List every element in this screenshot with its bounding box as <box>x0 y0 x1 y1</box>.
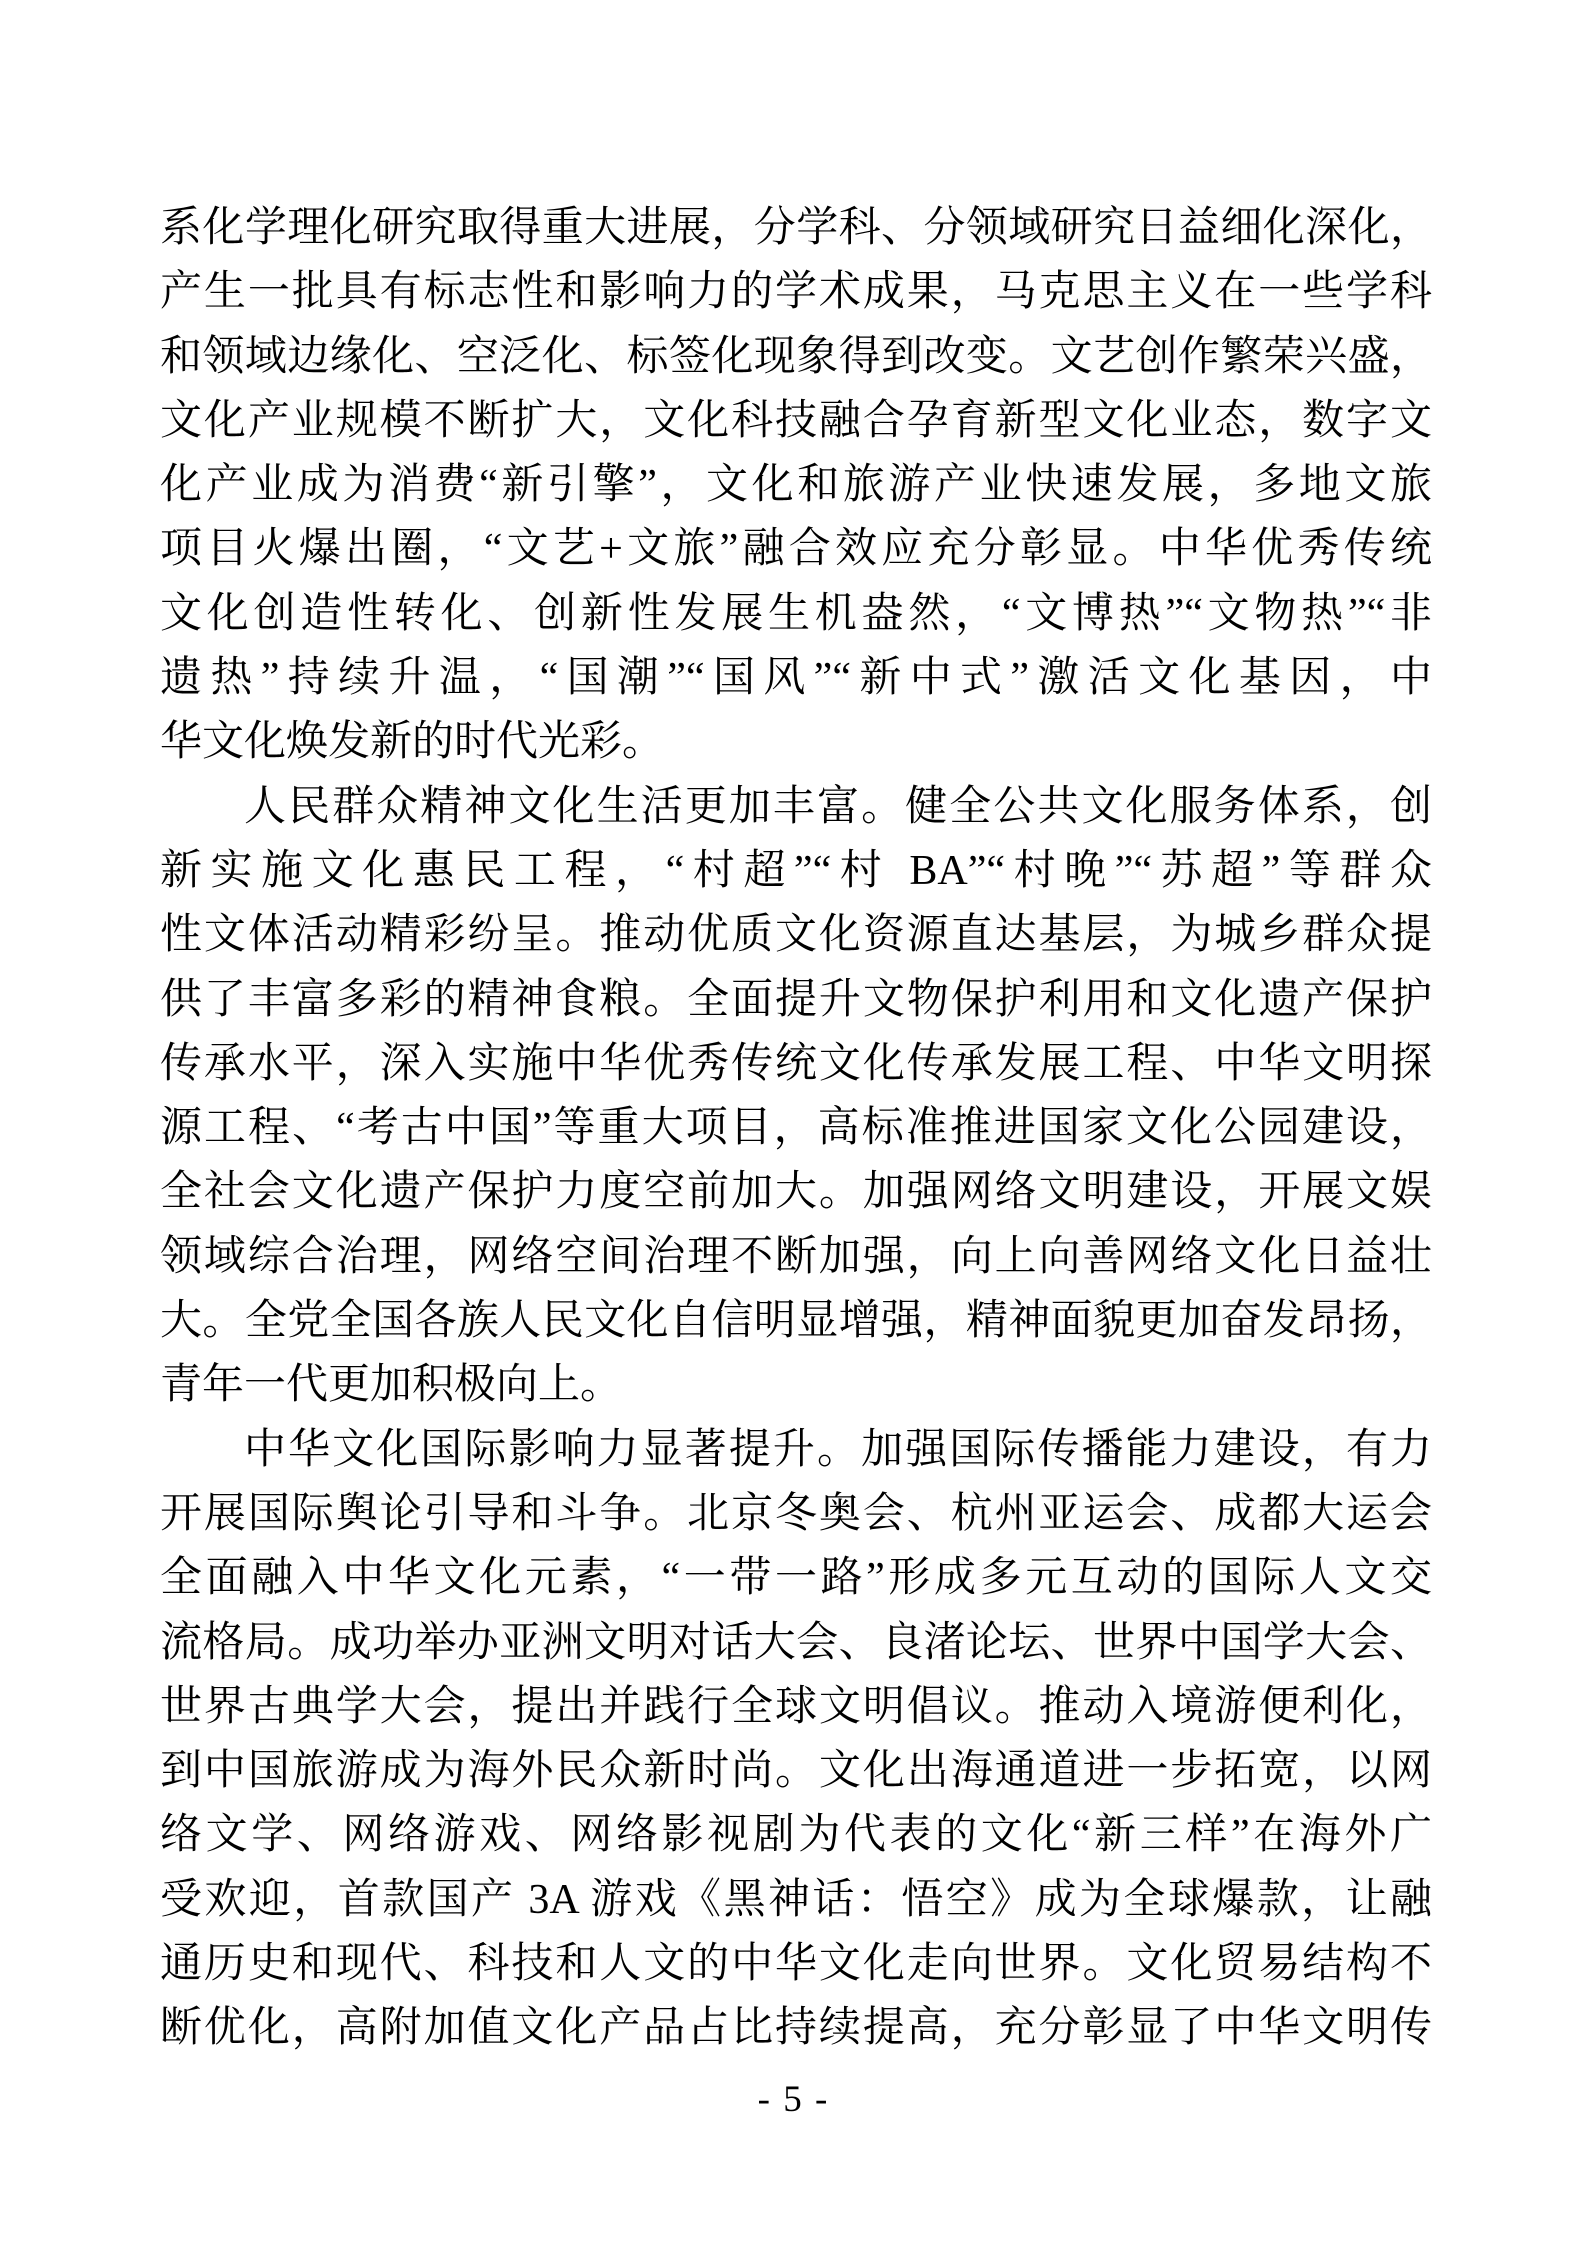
text-line: 项目火爆出圈，“文艺+文旅”融合效应充分彰显。中华优秀传统 <box>160 526 1432 573</box>
text-line-paragraph-start: 人民群众精神文化生活更加丰富。健全公共文化服务体系，创 <box>244 783 1432 830</box>
text-line: 文化产业规模不断扩大，文化科技融合孕育新型文化业态，数字文 <box>160 397 1432 444</box>
text-line: 源工程、“考古中国”等重大项目，高标准推进国家文化公园建设， <box>160 1105 1432 1152</box>
text-line: 供了丰富多彩的精神食粮。全面提升文物保护利用和文化遗产保护 <box>160 976 1432 1023</box>
text-line: 到中国旅游成为海外民众新时尚。文化出海通道进一步拓宽，以网 <box>160 1748 1432 1795</box>
text-line: 断优化，高附加值文化产品占比持续提高，充分彰显了中华文明传 <box>160 2005 1432 2052</box>
text-line: 络文学、网络游戏、网络影视剧为代表的文化“新三样”在海外广 <box>160 1812 1432 1859</box>
text-line-paragraph-start: 中华文化国际影响力显著提升。加强国际传播能力建设，有力 <box>244 1426 1432 1473</box>
text-line: 全面融入中华文化元素，“一带一路”形成多元互动的国际人文交 <box>160 1555 1432 1602</box>
text-line: 大。全党全国各族人民文化自信明显增强，精神面貌更加奋发昂扬， <box>160 1298 1432 1345</box>
text-line: 化产业成为消费“新引擎”，文化和旅游产业快速发展，多地文旅 <box>160 462 1432 509</box>
text-line: 新实施文化惠民工程，“村超”“村 BA”“村晚”“苏超”等群众 <box>160 847 1432 894</box>
text-line: 通历史和现代、科技和人文的中华文化走向世界。文化贸易结构不 <box>160 1941 1432 1988</box>
body-text <box>160 196 1432 2061</box>
text-line: 系化学理化研究取得重大进展，分学科、分领域研究日益细化深化， <box>160 205 1432 251</box>
text-line: 世界古典学大会，提出并践行全球文明倡议。推动入境游便利化， <box>160 1683 1432 1730</box>
text-line: 和领域边缘化、空泛化、标签化现象得到改变。文艺创作繁荣兴盛， <box>160 333 1432 380</box>
text-line: 产生一批具有标志性和影响力的学术成果，马克思主义在一些学科 <box>160 269 1432 316</box>
page-number: - 5 - <box>757 2079 830 2120</box>
text-line: 传承水平，深入实施中华优秀传统文化传承发展工程、中华文明探 <box>160 1040 1432 1087</box>
text-line: 遗热”持续升温，“国潮”“国风”“新中式”激活文化基因，中 <box>160 655 1432 702</box>
text-line-paragraph-end: 华文化焕发新的时代光彩。 <box>160 719 665 766</box>
text-line-paragraph-end: 青年一代更加积极向上。 <box>160 1362 623 1409</box>
text-line: 性文体活动精彩纷呈。推动优质文化资源直达基层，为城乡群众提 <box>160 912 1432 959</box>
text-line: 流格局。成功举办亚洲文明对话大会、良渚论坛、世界中国学大会、 <box>160 1619 1432 1666</box>
text-line: 受欢迎，首款国产 3A 游戏《黑神话：悟空》成为全球爆款，让融 <box>160 1876 1432 1923</box>
text-line: 全社会文化遗产保护力度空前加大。加强网络文明建设，开展文娱 <box>160 1169 1432 1216</box>
text-line: 领域综合治理，网络空间治理不断加强，向上向善网络文化日益壮 <box>160 1233 1432 1280</box>
text-line: 开展国际舆论引导和斗争。北京冬奥会、杭州亚运会、成都大运会 <box>160 1490 1432 1537</box>
text-line: 文化创造性转化、创新性发展生机盎然，“文博热”“文物热”“非 <box>160 590 1432 637</box>
